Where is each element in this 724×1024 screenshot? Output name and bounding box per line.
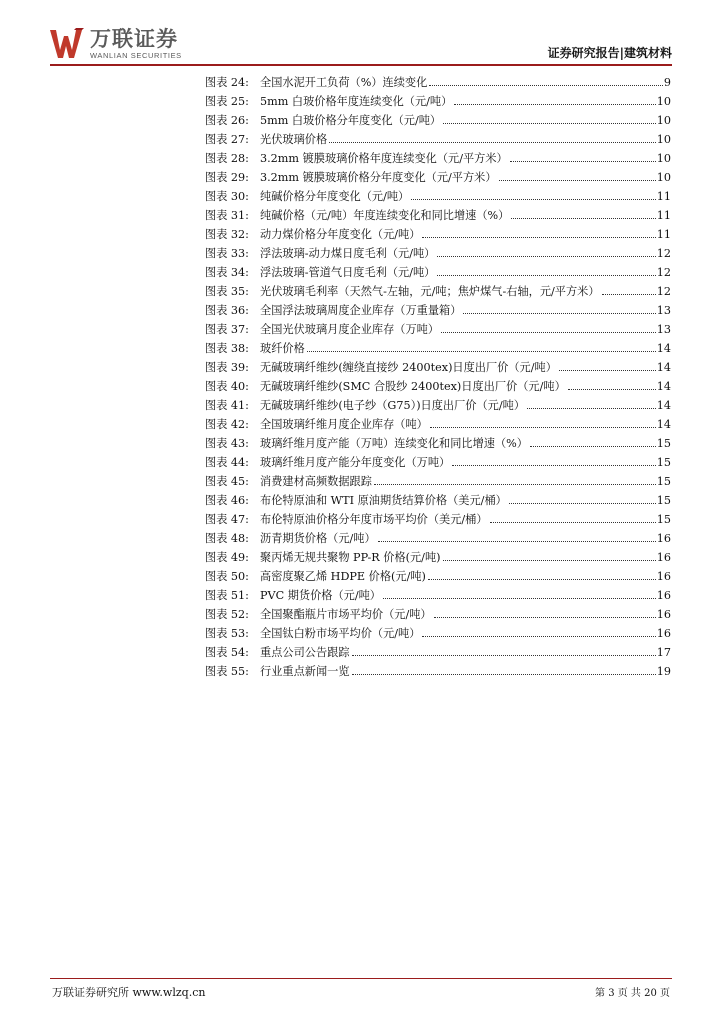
toc-dot-leader (429, 85, 663, 86)
toc-entry[interactable] (205, 359, 671, 378)
toc-entry[interactable] (205, 416, 671, 435)
toc-entry-page: 11 (656, 209, 671, 222)
logo-english-name: WANLIAN SECURITIES (90, 51, 182, 60)
toc-entry[interactable] (205, 93, 671, 112)
toc-entry-number: 图表 37: (205, 323, 249, 336)
toc-entry-page: 14 (656, 399, 671, 412)
toc-dot-leader (352, 655, 656, 656)
toc-entry-page: 15 (656, 513, 671, 526)
toc-entry[interactable] (205, 511, 671, 530)
toc-entry-title: 浮法玻璃-管道气日度毛利（元/吨） (260, 266, 436, 279)
toc-entry-page: 10 (656, 114, 671, 127)
toc-entry[interactable] (205, 454, 671, 473)
toc-entry-number: 图表 31: (205, 209, 249, 222)
toc-entry-title: 玻纤价格 (260, 342, 305, 355)
toc-dot-leader (454, 104, 655, 105)
toc-entry-number: 图表 44: (205, 456, 249, 469)
toc-dot-leader (307, 351, 656, 352)
toc-entry-page: 10 (656, 133, 671, 146)
toc-entry[interactable] (205, 226, 671, 245)
toc-entry[interactable] (205, 549, 671, 568)
toc-dot-leader (434, 617, 656, 618)
toc-entry[interactable] (205, 473, 671, 492)
logo-chinese-name: 万联证券 (90, 27, 178, 51)
toc-dot-leader (499, 180, 656, 181)
toc-entry-title: 无碱玻璃纤维纱(SMC 合股纱 2400tex)日度出厂价（元/吨） (260, 380, 566, 393)
toc-entry-number: 图表 33: (205, 247, 249, 260)
toc-entry-number: 图表 54: (205, 646, 249, 659)
toc-entry-title: 高密度聚乙烯 HDPE 价格(元/吨) (260, 570, 426, 583)
footer-page-number: 第 3 页 共 20 页 (595, 988, 670, 999)
toc-entry-title: 全国聚酯瓶片市场平均价（元/吨） (260, 608, 432, 621)
toc-entry-number: 图表 41: (205, 399, 249, 412)
toc-entry[interactable] (205, 264, 671, 283)
toc-entry[interactable] (205, 644, 671, 663)
toc-entry-title: 5mm 白玻价格年度连续变化（元/吨） (260, 95, 453, 108)
toc-entry-number: 图表 27: (205, 133, 249, 146)
toc-entry-title: 全国钛白粉市场平均价（元/吨） (260, 627, 421, 640)
toc-dot-leader (527, 408, 656, 409)
toc-entry-title: 全国光伏玻璃月度企业库存（万吨） (260, 323, 440, 336)
toc-entry-page: 10 (656, 171, 671, 184)
toc-entry[interactable] (205, 188, 671, 207)
toc-entry-number: 图表 25: (205, 95, 249, 108)
toc-entry-page: 16 (656, 532, 671, 545)
toc-entry-title: 全国水泥开工负荷（%）连续变化 (260, 76, 428, 89)
toc-entry-title: 3.2mm 镀膜玻璃价格年度连续变化（元/平方米） (260, 152, 508, 165)
toc-dot-leader (490, 522, 656, 523)
toc-entry-number: 图表 32: (205, 228, 249, 241)
toc-dot-leader (602, 294, 656, 295)
toc-dot-leader (374, 484, 656, 485)
toc-entry[interactable] (205, 131, 671, 150)
toc-dot-leader (437, 256, 655, 257)
toc-entry-number: 图表 50: (205, 570, 249, 583)
toc-dot-leader (509, 503, 656, 504)
toc-entry[interactable] (205, 397, 671, 416)
toc-entry-number: 图表 47: (205, 513, 249, 526)
toc-entry-title: 纯碱价格（元/吨）年度连续变化和同比增速（%） (260, 209, 510, 222)
toc-entry[interactable] (205, 378, 671, 397)
toc-dot-leader (430, 427, 656, 428)
toc-entry-page: 19 (656, 665, 671, 678)
toc-dot-leader (441, 332, 656, 333)
toc-entry-page: 13 (656, 304, 671, 317)
toc-dot-leader (422, 237, 655, 238)
toc-entry-title: 光伏玻璃毛利率（天然气-左轴，元/吨；焦炉煤气-右轴，元/平方米） (260, 285, 600, 298)
toc-entry[interactable] (205, 207, 671, 226)
toc-entry-page: 12 (656, 266, 671, 279)
wanlian-logo-icon (50, 28, 84, 60)
toc-entry-page: 16 (656, 627, 671, 640)
toc-dot-leader (443, 560, 656, 561)
toc-entry[interactable] (205, 245, 671, 264)
toc-entry[interactable] (205, 283, 671, 302)
toc-entry-page: 15 (656, 475, 671, 488)
toc-dot-leader (428, 579, 656, 580)
toc-entry-number: 图表 48: (205, 532, 249, 545)
toc-entry[interactable] (205, 112, 671, 131)
toc-entry-title: 布伦特原油价格分年度市场平均价（美元/桶） (260, 513, 488, 526)
toc-entry-number: 图表 29: (205, 171, 249, 184)
page-header (0, 0, 724, 66)
toc-entry-page: 10 (656, 152, 671, 165)
toc-entry-number: 图表 43: (205, 437, 249, 450)
toc-entry-page: 16 (656, 589, 671, 602)
toc-entry[interactable] (205, 340, 671, 359)
toc-entry-title: 聚丙烯无规共聚物 PP-R 价格(元/吨) (260, 551, 441, 564)
toc-entry-title: 沥青期货价格（元/吨） (260, 532, 376, 545)
header-divider (50, 64, 672, 66)
toc-dot-leader (510, 161, 656, 162)
toc-entry[interactable] (205, 625, 671, 644)
toc-dot-leader (411, 199, 656, 200)
toc-entry-page: 16 (656, 551, 671, 564)
toc-entry-page: 16 (656, 608, 671, 621)
toc-entry-number: 图表 26: (205, 114, 249, 127)
toc-entry-number: 图表 30: (205, 190, 249, 203)
toc-entry-page: 17 (656, 646, 671, 659)
toc-entry-page: 11 (656, 190, 671, 203)
toc-entry-page: 15 (656, 494, 671, 507)
toc-entry-page: 14 (656, 361, 671, 374)
toc-entry-title: 无碱玻璃纤维纱(电子纱（G75）)日度出厂价（元/吨） (260, 399, 526, 412)
toc-entry-page: 13 (656, 323, 671, 336)
toc-entry[interactable] (205, 663, 671, 682)
toc-entry[interactable] (205, 435, 671, 454)
toc-entry-page: 15 (656, 456, 671, 469)
toc-entry-title: 重点公司公告跟踪 (260, 646, 350, 659)
footer-divider (50, 978, 672, 979)
toc-entry[interactable] (205, 150, 671, 169)
toc-entry[interactable] (205, 568, 671, 587)
toc-entry-page: 16 (656, 570, 671, 583)
toc-entry-number: 图表 28: (205, 152, 249, 165)
toc-entry-title: 消费建材高频数据跟踪 (260, 475, 372, 488)
toc-entry-title: 动力煤价格分年度变化（元/吨） (260, 228, 421, 241)
toc-entry[interactable] (205, 587, 671, 606)
toc-dot-leader (511, 218, 655, 219)
toc-entry-number: 图表 39: (205, 361, 249, 374)
toc-entry-title: 布伦特原油和 WTI 原油期货结算价格（美元/桶） (260, 494, 507, 507)
toc-entry-title: 全国浮法玻璃周度企业库存（万重量箱） (260, 304, 462, 317)
toc-dot-leader (437, 275, 655, 276)
toc-entry-title: 全国玻璃纤维月度企业库存（吨） (260, 418, 428, 431)
toc-entry-number: 图表 34: (205, 266, 249, 279)
toc-entry-number: 图表 40: (205, 380, 249, 393)
toc-entry-number: 图表 35: (205, 285, 249, 298)
toc-entry-title: 玻璃纤维月度产能（万吨）连续变化和同比增速（%） (260, 437, 528, 450)
toc-entry-page: 10 (656, 95, 671, 108)
toc-entry-title: PVC 期货价格（元/吨） (260, 589, 381, 602)
toc-entry-number: 图表 53: (205, 627, 249, 640)
toc-entry-page: 15 (656, 437, 671, 450)
toc-dot-leader (352, 674, 656, 675)
toc-entry-number: 图表 52: (205, 608, 249, 621)
toc-dot-leader (383, 598, 656, 599)
toc-entry-number: 图表 46: (205, 494, 249, 507)
toc-entry-title: 无碱玻璃纤维纱(缠绕直接纱 2400tex)日度出厂价（元/吨） (260, 361, 557, 374)
toc-entry-page: 12 (656, 285, 671, 298)
toc-entry[interactable] (205, 321, 671, 340)
toc-dot-leader (530, 446, 656, 447)
toc-entry-page: 14 (656, 342, 671, 355)
toc-entry[interactable] (205, 302, 671, 321)
toc-dot-leader (452, 465, 656, 466)
toc-entry-page: 14 (656, 380, 671, 393)
company-logo (50, 28, 182, 64)
toc-dot-leader (463, 313, 655, 314)
footer-source: 万联证券研究所 www.wlzq.cn (52, 986, 206, 999)
report-category-tag: 证券研究报告|建筑材料 (547, 46, 672, 60)
toc-entry-title: 光伏玻璃价格 (260, 133, 328, 146)
toc-entry[interactable] (205, 74, 671, 93)
toc-entry-title: 5mm 白玻价格分年度变化（元/吨） (260, 114, 442, 127)
toc-entry[interactable] (205, 169, 671, 188)
toc-dot-leader (559, 370, 656, 371)
toc-dot-leader (443, 123, 656, 124)
toc-entry-page: 9 (663, 76, 671, 89)
toc-entry-title: 3.2mm 镀膜玻璃价格分年度变化（元/平方米） (260, 171, 497, 184)
toc-entry-number: 图表 45: (205, 475, 249, 488)
toc-entry-number: 图表 49: (205, 551, 249, 564)
toc-entry-number: 图表 51: (205, 589, 249, 602)
toc-entry-number: 图表 38: (205, 342, 249, 355)
toc-entry[interactable] (205, 606, 671, 625)
toc-entry-title: 行业重点新闻一览 (260, 665, 350, 678)
toc-entry[interactable] (205, 492, 671, 511)
toc-entry-title: 浮法玻璃-动力煤日度毛利（元/吨） (260, 247, 436, 260)
toc-entry[interactable] (205, 530, 671, 549)
toc-entry-page: 14 (656, 418, 671, 431)
toc-dot-leader (422, 636, 655, 637)
toc-dot-leader (378, 541, 656, 542)
toc-entry-number: 图表 55: (205, 665, 249, 678)
toc-entry-page: 12 (656, 247, 671, 260)
toc-entry-title: 纯碱价格分年度变化（元/吨） (260, 190, 410, 203)
toc-entry-number: 图表 24: (205, 76, 249, 89)
toc-dot-leader (568, 389, 656, 390)
table-of-figures (205, 74, 671, 682)
toc-entry-number: 图表 36: (205, 304, 249, 317)
toc-entry-page: 11 (656, 228, 671, 241)
toc-entry-title: 玻璃纤维月度产能分年度变化（万吨） (260, 456, 451, 469)
toc-dot-leader (329, 142, 656, 143)
toc-entry-number: 图表 42: (205, 418, 249, 431)
